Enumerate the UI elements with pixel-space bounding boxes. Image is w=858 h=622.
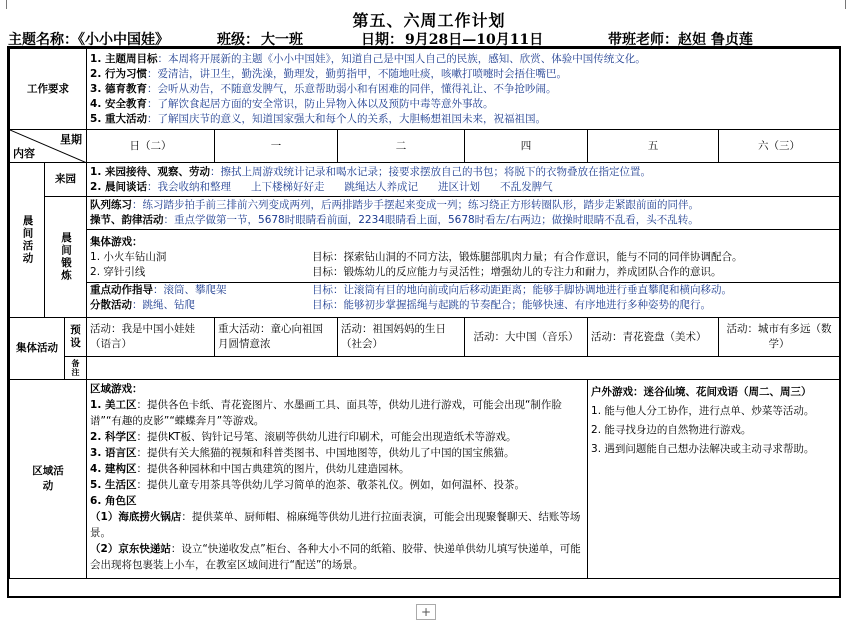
outdoor-head: 户外游戏：迷谷仙境、花间戏语（周二、周三） (591, 386, 812, 398)
area-activity-label: 区域活动 (10, 380, 87, 579)
morning-activity-label: 晨间活动 (10, 163, 45, 318)
focus-block (87, 282, 839, 313)
group-activity-cell: 活动：城市有多远（数学） (719, 318, 840, 357)
work-req-item: 1. 主题周目标：本周将开展新的主题《小小中国娃》，知道自己是中国人自己的民族，感知、欣赏、体验中国传统文化。 (90, 52, 646, 65)
outdoor-item: 3. 遇到问题能自己想办法解决或主动寻求帮助。 (591, 443, 815, 455)
teacher-label: 带班老师： (608, 32, 678, 48)
drill-item: 队列练习：练习踏步拍手前三排前六列变成两列，后两排踏步手摆起来变成一列；练习绕正方形转圈队形，踏步走紧跟前面的同伴。 (90, 199, 700, 211)
add-row-button[interactable]: + (416, 604, 436, 620)
work-requirements-content (87, 49, 840, 130)
drill-content (87, 197, 840, 230)
drill-item: 操节、韵律活动：重点学做第一节，5678时眼睛看前面，2234眼睛看上面，5678时看左/右两边；做操时眼睛不乱看，头不乱转。 (90, 214, 699, 226)
weekly-plan-table (9, 48, 840, 579)
work-req-item: 4. 安全教育：了解饮食起居方面的安全常识，防止异物入体以及预防中毒等意外事故。 (90, 97, 494, 110)
games-content (87, 230, 840, 318)
day-header: 一 (215, 130, 338, 163)
work-req-item: 3. 德育教育：会听从劝告，不随意发脾气，乐意帮助弱小和有困难的同伴，懂得礼让、不争抢吵闹。 (90, 82, 557, 95)
area-item: 1. 美工区：提供各色卡纸、青花瓷图片、水墨画工具、面具等，供幼儿进行游戏，可能会出现“制作脸谱”“有趣的皮影”“蝶蝶奔月”等游戏。 (90, 399, 562, 427)
day-header: 二 (338, 130, 465, 163)
focus-item: 分散活动：跳绳、钻爬 目标：能够初步掌握摇绳与起跳的节奏配合；能够快速、有序地进行多种姿势的爬行。 (90, 298, 712, 311)
group-note-content (87, 357, 840, 380)
area-item: （2）京东快递站：设立“快递收发点”柜台、各种大小不同的纸箱、胶带、快递单供幼儿填写快递单，可能会出现将包裹装上小车，在教室区域间进行“配送”的场景。 (90, 543, 581, 571)
day-header: 四 (465, 130, 588, 163)
area-item: 3. 语言区：提供有关大熊猫的视频和科普类图书、中国地图等，供幼儿了中国的国宝熊猫。 (90, 447, 515, 459)
group-activity-cell: 重大活动：童心向祖国 月圆情意浓 (215, 318, 338, 357)
group-activity-cell: 活动：祖国妈妈的生日（社会） (338, 318, 465, 357)
note-label: 备注 (65, 357, 87, 380)
date-label: 日期： (361, 32, 403, 48)
game-item: 1. 小火车钻山洞 目标：探索钻山洞的不同方法，锻炼腿部肌肉力量；有合作意识，能与不同的同伴协调配合。 (90, 250, 743, 263)
area-item: 5. 生活区：提供儿童专用茶具等供幼儿学习简单的泡茶、敬茶礼仪。例如，如何温杯、投茶。 (90, 479, 525, 491)
area-activity-row (10, 380, 840, 579)
teacher-value: 赵妲 鲁贞莲 (678, 32, 753, 48)
day-header: 六（三） (719, 130, 840, 163)
morning-drill-row (10, 197, 840, 230)
area-item: （1）海底捞火锅店：提供菜单、厨师帽、棉麻绳等供幼儿进行拉面表演，可能会出现聚餐聊天、结账等场景。 (90, 511, 581, 539)
area-item: 4. 建构区：提供各种园林和中国古典建筑的图片，供幼儿建造园林。 (90, 463, 410, 475)
document-title: 第五、六周工作计划 (352, 11, 506, 30)
week-header-row (10, 130, 840, 163)
outdoor-item: 1. 能与他人分工协作，进行点单、炒菜等活动。 (591, 405, 815, 417)
work-req-item: 2. 行为习惯：爱清洁，讲卫生，勤洗澡，勤理发，勤剪指甲，不随地吐痰，咳嗽打喷嚏时会捂住嘴巴。 (90, 67, 567, 80)
group-activity-row (10, 318, 840, 357)
group-note-row (10, 357, 840, 380)
morning-games-row (10, 230, 840, 318)
theme-label: 主题名称： (8, 32, 78, 48)
group-activity-cell: 活动：青花瓷盘（美术） (588, 318, 719, 357)
work-requirements-label: 工作要求 (10, 49, 87, 130)
arrival-item: 1. 来园接待、观察、劳动：擦拭上周游戏统计记录和喝水记录；接要求摆放自己的书包；将脱下的衣物叠放在指定位置。 (90, 165, 651, 178)
work-requirements-row (10, 49, 840, 130)
class-label: 班级： (217, 32, 259, 48)
morning-arrival-row (10, 163, 840, 197)
game-item: 2. 穿针引线 目标：锻炼幼儿的反应能力与灵活性；增强幼儿的专注力和耐力，养成团队合作的意识。 (90, 265, 722, 278)
outdoor-games-content (588, 380, 840, 579)
area-item: 6. 角色区 (90, 495, 137, 507)
area-head: 区域游戏： (90, 383, 143, 395)
group-activity-label: 集体活动 (10, 318, 65, 380)
group-activity-cell: 活动：我是中国小娃娃（语言） (87, 318, 215, 357)
date-value: 9月28日—10月11日 (405, 32, 544, 48)
arrival-content (87, 163, 840, 197)
games-head: 集体游戏： (90, 235, 143, 248)
group-activity-cell: 活动：大中国（音乐） (465, 318, 588, 357)
corner-week-label: 星期 (60, 133, 83, 146)
outdoor-item: 2. 能寻找身边的自然物进行游戏。 (591, 424, 752, 436)
theme-value: 《小小中国娃》 (78, 32, 169, 48)
area-games-content (87, 380, 588, 579)
day-header: 五 (588, 130, 719, 163)
work-req-item: 5. 重大活动：了解国庆节的意义，知道国家强大和每个人的关系，大胆畅想祖国未来，祝福祖国。 (90, 112, 546, 125)
focus-item: 重点动作指导：滚筒、攀爬架 目标：让滚筒有目的地向前或向后移动距距离；能够手脚协调地进行垂直攀爬和横向移动。 (90, 283, 733, 296)
day-header: 日（二） (87, 130, 215, 163)
week-corner-cell (10, 130, 87, 163)
morning-exercise-label: 晨间锻炼 (45, 197, 87, 318)
preset-label: 预设 (65, 318, 87, 357)
arrival-label: 来园 (45, 163, 87, 197)
area-item: 2. 科学区：提供KT板、钩针记号笔、滚刷等供幼儿进行印刷术，可能会出现造纸术等游戏。 (90, 431, 517, 443)
corner-content-label: 内容 (13, 147, 35, 160)
class-value: 大一班 (261, 32, 303, 48)
arrival-item: 2. 晨间谈话：我会收纳和整理 上下楼梯好好走 跳绳达人养成记 进区计划 不乱发脾气 (90, 180, 553, 193)
